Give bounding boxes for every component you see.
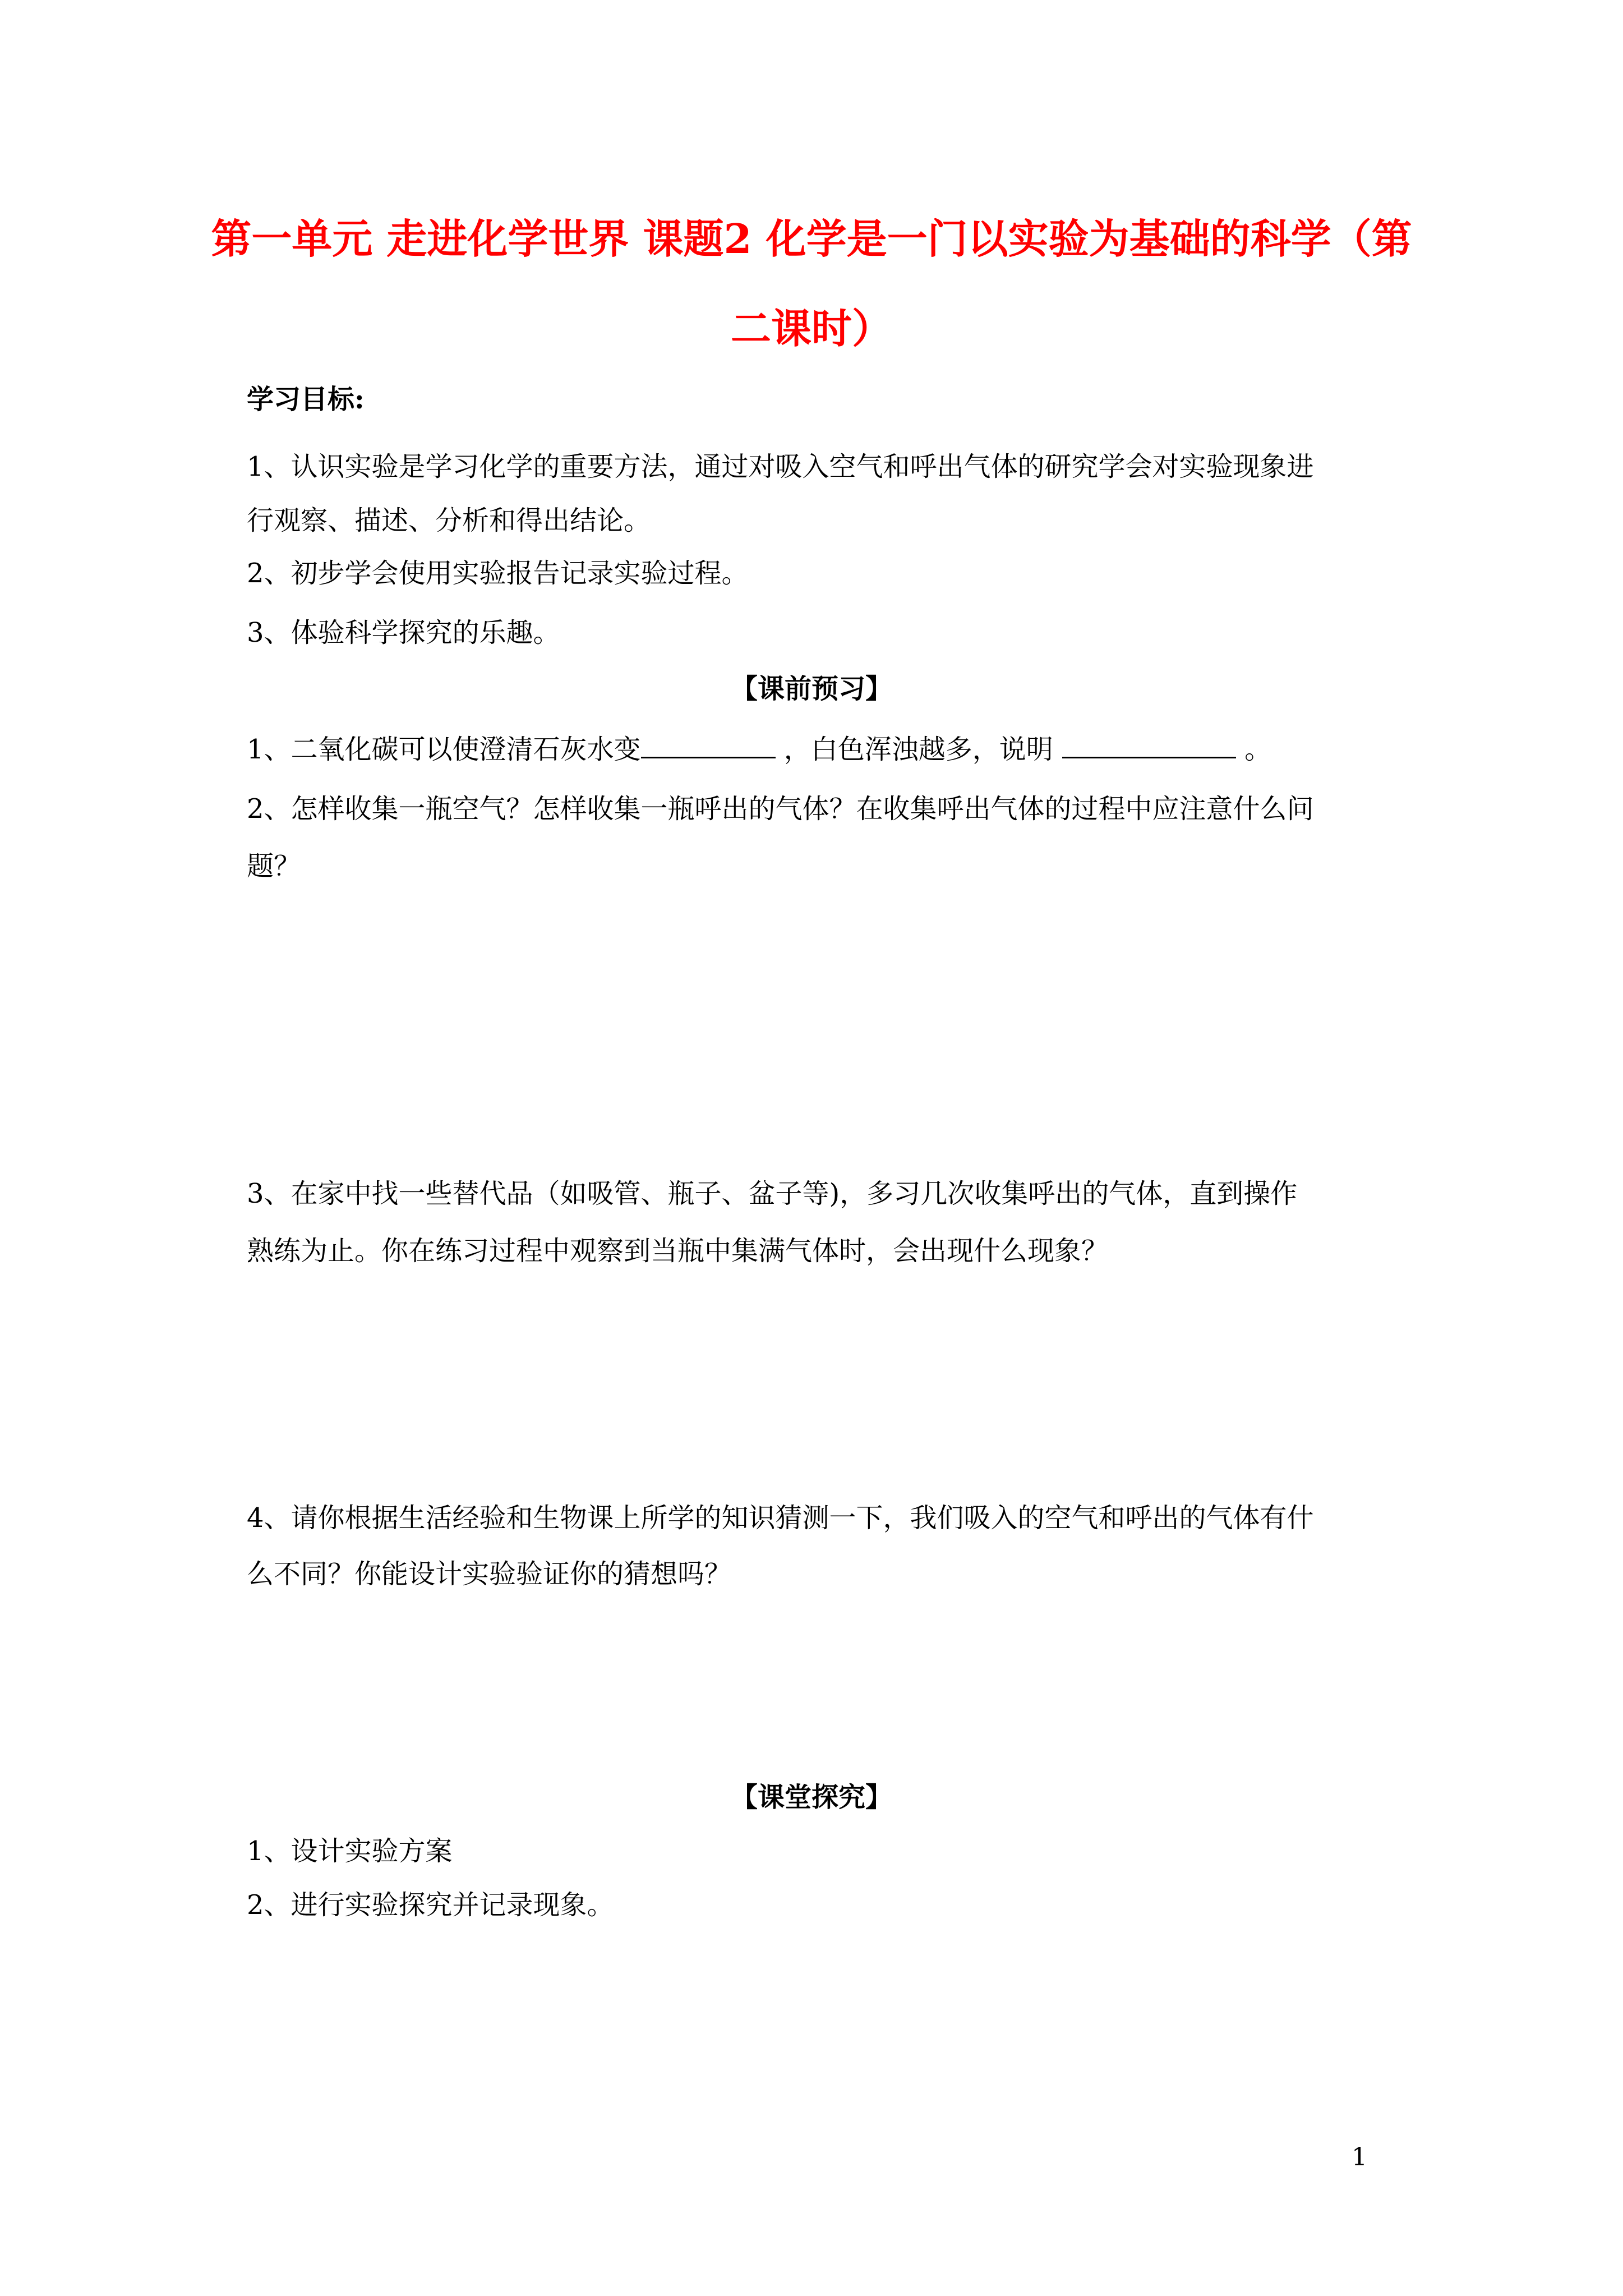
preview-question-1 bbox=[247, 731, 1391, 767]
preview-question-4-line-2: 么不同？你能设计实验验证你的猜想吗？ bbox=[247, 1558, 732, 1590]
preview-heading: 【课前预习】 bbox=[730, 673, 892, 705]
document-title-line-1: 第一单元 走进化学世界 课题2 化学是一门以实验为基础的科学（第 bbox=[211, 215, 1412, 263]
page-number: 1 bbox=[1352, 2143, 1367, 2171]
explore-heading: 【课堂探究】 bbox=[730, 1782, 892, 1813]
preview-q1-text-a: 1、二氧化碳可以使澄清石灰水变 bbox=[247, 734, 641, 765]
preview-question-3-line-1: 3、在家中找一些替代品（如吸管、瓶子、盆子等)，多习几次收集呼出的气体，直到操作 bbox=[247, 1178, 1298, 1209]
preview-q1-text-b: ，白色浑浊越多，说明 bbox=[775, 734, 1053, 765]
explore-item-2: 2、进行实验探究并记录现象。 bbox=[247, 1889, 614, 1921]
explore-item-1: 1、设计实验方案 bbox=[247, 1835, 453, 1867]
preview-q1-text-c: 。 bbox=[1235, 734, 1272, 765]
document-title-line-2: 二课时） bbox=[730, 305, 892, 352]
objective-1-line-1: 1、认识实验是学习化学的重要方法，通过对吸入空气和呼出气体的研究学会对实验现象进 bbox=[247, 451, 1314, 482]
objectives-heading: 学习目标: bbox=[247, 384, 365, 415]
objective-1-line-2: 行观察、描述、分析和得出结论。 bbox=[247, 505, 651, 536]
answer-blank-2[interactable] bbox=[1062, 732, 1236, 758]
preview-question-4-line-1: 4、请你根据生活经验和生物课上所学的知识猜测一下，我们吸入的空气和呼出的气体有什 bbox=[247, 1502, 1314, 1534]
preview-question-3-line-2: 熟练为止。你在练习过程中观察到当瓶中集满气体时，会出现什么现象？ bbox=[247, 1235, 1109, 1267]
preview-question-2-line-1: 2、怎样收集一瓶空气？怎样收集一瓶呼出的气体？在收集呼出气体的过程中应注意什么问 bbox=[247, 793, 1314, 825]
answer-blank-1[interactable] bbox=[641, 732, 776, 758]
preview-question-2-line-2: 题？ bbox=[247, 850, 301, 882]
objective-2: 2、初步学会使用实验报告记录实验过程。 bbox=[247, 558, 749, 589]
objective-3: 3、体验科学探究的乐趣。 bbox=[247, 617, 560, 648]
